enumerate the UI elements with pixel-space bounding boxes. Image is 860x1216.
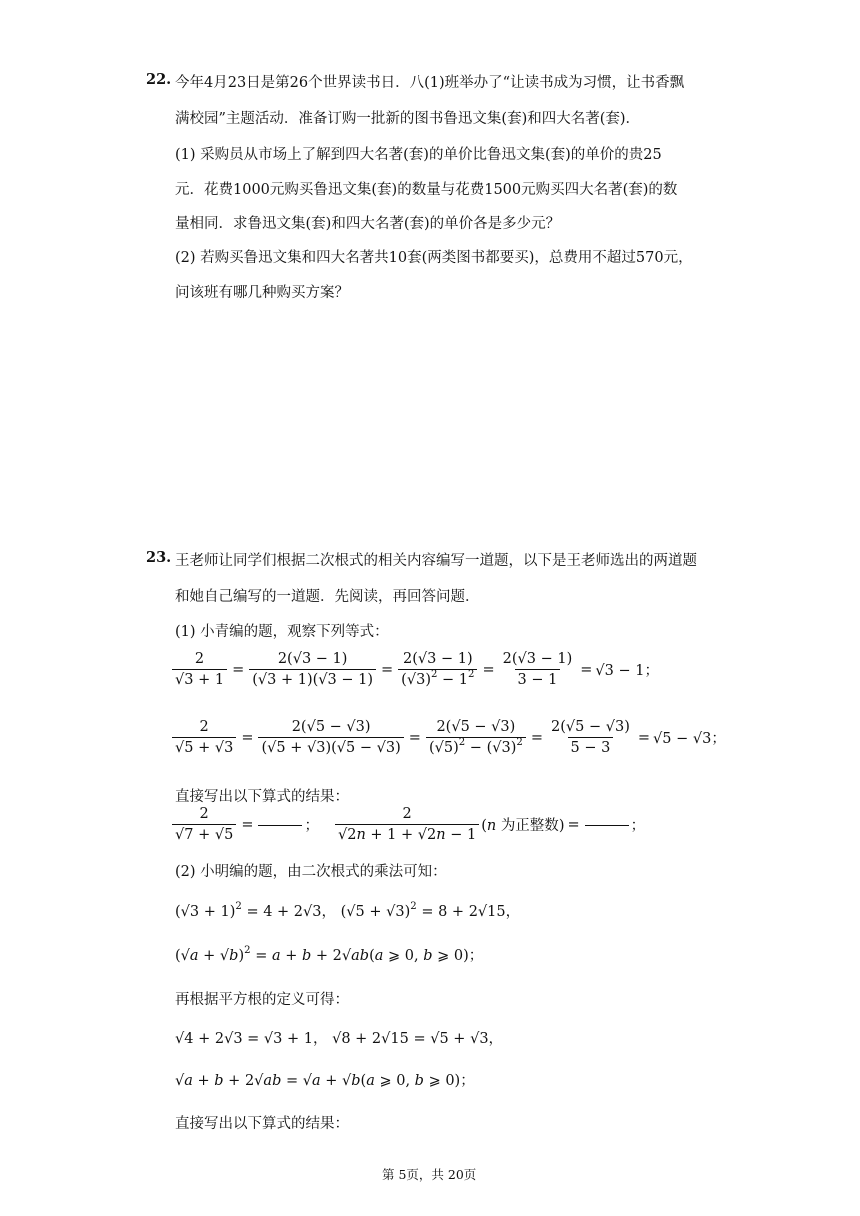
answer-blank-2[interactable] [585,824,629,826]
q23-part2-intro: (2) 小明编的题，由二次根式的乘法可知： [175,864,447,880]
answer-blank-1[interactable] [258,824,302,826]
q22-part2-line1: (2) 若购买鲁迅文集和四大名著共10套(两类图书都要买)，总费用不超过570元， [175,250,693,266]
q23-line2: 和她自己编写的一道题．先阅读，再回答问题． [175,589,480,605]
root-identities: √4 + 2√3 = √3 + 1， √8 + 2√15 = √5 + √3， [175,1031,504,1047]
equation-sqrt5: $\frac{2}{√5 + √3}$ = $\frac{2(√5 - √3)}{(√5 + √3)(√5 - √3)}$ = $\frac{2(√5 - √3)}{(√5)^2 - (√3)^2}$ = $\frac{2(√5 - √3)}{5 - 3}$ = √5 − √3； [170,719,726,756]
q22-part1-line3: 量相同．求鲁迅文集(套)和四大名著(套)的单价各是多少元？ [175,216,561,232]
q22-part1-line1: (1) 采购员从市场上了解到四大名著(套)的单价比鲁迅文集(套)的单价的贵25 [175,147,662,163]
direct-write-1: 直接写出以下算式的结果： [175,789,349,805]
general-square-identity: $(√a + √b)^2 = a + b + 2√ab(a$ ⩾ 0, b ⩾ 0)； [175,944,484,964]
q22-line2: 满校园”主题活动．准备订购一批新的图书鲁迅文集(套)和四大名著(套)． [175,111,641,127]
general-root-identity: √a + b + 2√ab = √a + √b(a ⩾ 0, b ⩾ 0)； [175,1073,475,1089]
direct-write-2: 直接写出以下算式的结果： [175,1116,349,1132]
n-note: 为正整数 [500,818,559,834]
q22-part1-line2: 元．花费1000元购买鲁迅文集(套)的数量与花费1500元购买四大名著(套)的数 [175,182,678,198]
q23-line1: 王老师让同学们根据二次根式的相关内容编写一道题，以下是王老师选出的两道题 [175,553,697,569]
q23-part1-intro: (1) 小青编的题，观察下列等式： [175,624,389,640]
by-definition: 再根据平方根的定义可得： [175,992,349,1008]
q22-line1: 今年4月23日是第26个世界读书日．八(1)班举办了“让读书成为习惯，让书香飘 [175,75,685,91]
q22-part2-line2: 问该班有哪几种购买方案？ [175,285,349,301]
q22-number: 22. [146,71,172,88]
q23-number: 23. [146,549,172,566]
page-footer: 第 5页，共 20页 [382,1167,477,1182]
equation-sqrt3: $\frac{2}{√3 + 1}$ = $\frac{2(√3 - 1)}{(√3 + 1)(√3 - 1)}$ = $\frac{2(√3 - 1)}{(√3)^2 - 1^2}$ = $\frac{2(√3 - 1)}{3 - 1}$ = √3 − 1； [170,651,659,688]
fill-in-fractions: $\frac{2}{√7 + √5}$ = ； $\frac{2}{√2n + 1 + √2n - 1}$ (n 为正整数) = ； [170,806,645,843]
square-identities: $(√3 + 1)^2 = 4 + 2√3$， $(√5 + √3)^2 = 8 + 2√15$， [175,900,521,920]
